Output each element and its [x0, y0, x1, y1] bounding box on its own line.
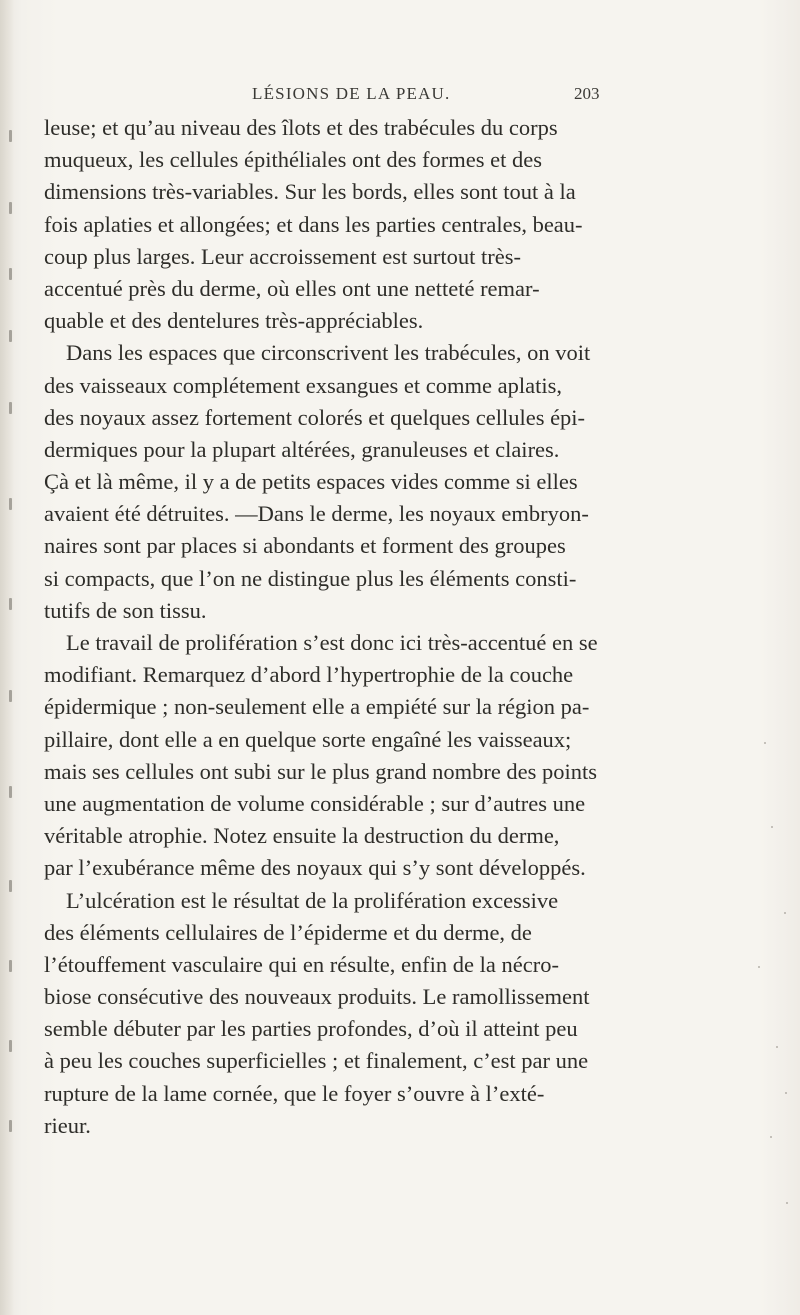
- paper-speck: [771, 826, 773, 828]
- text-line: biose consécutive des nouveaux produits. Le ramollissement: [44, 984, 590, 1010]
- paper-speck: [785, 1092, 787, 1094]
- text-line: pillaire, dont elle a en quelque sorte engaîné les vaisseaux;: [44, 726, 572, 752]
- gutter-mark: [9, 202, 12, 214]
- paper-speck: [758, 966, 760, 968]
- text-line: une augmentation de volume considérable ; sur d’autres une: [44, 790, 586, 816]
- text-line: dermiques pour la plupart altérées, granuleuses et claires.: [44, 436, 560, 462]
- text-line: rupture de la lame cornée, que le foyer s’ouvre à l’exté-: [44, 1080, 545, 1106]
- text-line: Çà et là même, il y a de petits espaces vides comme si elles: [44, 469, 578, 495]
- text-line: quable et des dentelures très-appréciables.: [44, 308, 424, 334]
- text-line: naires sont par places si abondants et forment des groupes: [44, 533, 566, 559]
- text-line: coup plus larges. Leur accroissement est surtout très-: [44, 243, 521, 269]
- gutter-mark: [9, 786, 12, 798]
- page-number: 203: [574, 84, 600, 103]
- running-title: LÉSIONS DE LA PEAU.: [252, 84, 451, 103]
- text-line: épidermique ; non-seulement elle a empiété sur la région pa-: [44, 694, 590, 720]
- text-line: dimensions très-variables. Sur les bords, elles sont tout à la: [44, 179, 576, 205]
- paper-speck: [786, 1202, 788, 1204]
- text-line: leuse; et qu’au niveau des îlots et des trabécules du corps: [44, 115, 558, 140]
- text-line: l’étouffement vasculaire qui en résulte, enfin de la nécro-: [44, 951, 559, 977]
- gutter-mark: [9, 130, 12, 142]
- text-line: véritable atrophie. Notez ensuite la destruction du derme,: [44, 823, 560, 849]
- text-line: des vaisseaux complétement exsangues et comme aplatis,: [44, 372, 562, 398]
- text-line: si compacts, que l’on ne distingue plus les éléments consti-: [44, 565, 577, 591]
- body-text: [44, 112, 782, 1142]
- text-line: mais ses cellules ont subi sur le plus grand nombre des points: [44, 758, 598, 784]
- text-line: à peu les couches superficielles ; et finalement, c’est par une: [44, 1048, 589, 1074]
- paper-speck: [764, 742, 766, 744]
- gutter-mark: [9, 598, 12, 610]
- gutter-mark: [9, 268, 12, 280]
- text-line: des noyaux assez fortement colorés et quelques cellules épi-: [44, 404, 586, 430]
- gutter-mark: [9, 960, 12, 972]
- text-line: semble débuter par les parties profondes, d’où il atteint peu: [44, 1016, 578, 1042]
- text-line: par l’exubérance même des noyaux qui s’y sont développés.: [44, 855, 586, 881]
- running-head: [0, 84, 800, 110]
- text-line: Dans les espaces que circonscrivent les trabécules, on voit: [66, 340, 591, 366]
- text-line: L’ulcération est le résultat de la prolifération excessive: [66, 887, 559, 913]
- paper-speck: [784, 912, 786, 914]
- text-line: avaient été détruites. —Dans le derme, les noyaux embryon-: [44, 501, 589, 527]
- text-line: des éléments cellulaires de l’épiderme et du derme, de: [44, 919, 532, 945]
- text-line: Le travail de prolifération s’est donc ici très-accentué en se: [66, 630, 598, 655]
- gutter-mark: [9, 880, 12, 892]
- gutter-mark: [9, 1120, 12, 1132]
- text-line: rieur.: [44, 1112, 91, 1138]
- text-line: muqueux, les cellules épithéliales ont des formes et des: [44, 147, 542, 173]
- text-line: tutifs de son tissu.: [44, 597, 207, 623]
- text-line: fois aplaties et allongées; et dans les parties centrales, beau-: [44, 211, 583, 237]
- gutter-mark: [9, 690, 12, 702]
- gutter-mark: [9, 330, 12, 342]
- text-line: accentué près du derme, où elles ont une netteté remar-: [44, 275, 540, 301]
- paper-speck: [776, 1046, 778, 1048]
- text-line: modifiant. Remarquez d’abord l’hypertrophie de la couche: [44, 662, 574, 688]
- gutter-mark: [9, 498, 12, 510]
- gutter-mark: [9, 1040, 12, 1052]
- gutter-mark: [9, 402, 12, 414]
- binding-gutter: [0, 0, 14, 1315]
- paper-speck: [770, 1136, 772, 1138]
